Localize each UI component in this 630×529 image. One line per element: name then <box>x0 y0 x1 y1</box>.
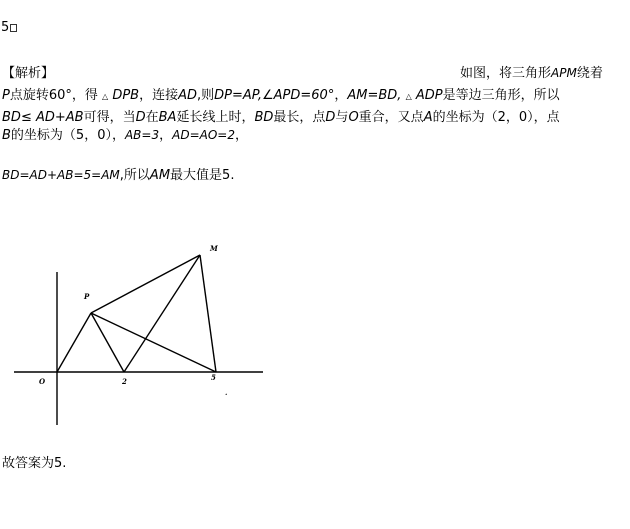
text-segment: 重合，又点 <box>358 110 424 125</box>
text-segment: BD <box>2 110 21 125</box>
text-segment: ,所以 <box>119 168 150 183</box>
text-segment: DP=AP,∠APD=60° <box>214 88 335 103</box>
text-segment: ADP <box>415 88 443 103</box>
text-segment: AB=3 <box>124 128 160 142</box>
text-segment: AD+AB <box>35 110 84 125</box>
triangle-symbol: △ <box>405 92 412 101</box>
segment-OP <box>57 313 91 372</box>
answer-prefix: 故答案为 <box>2 456 55 471</box>
question-number-text: 5 <box>1 20 10 35</box>
text-segment: AD <box>178 88 198 103</box>
text-segment: 点旋转60°，得 <box>9 88 98 103</box>
text-segment: 的坐标为（2，0），点 <box>432 110 560 125</box>
analysis-tag: 【解析】 <box>2 66 55 81</box>
text-segment: B <box>2 128 11 143</box>
text-segment: AM=BD, <box>347 88 402 103</box>
text-segment: 最长，点 <box>273 110 326 125</box>
text-segment: . <box>230 168 235 183</box>
text-segment: ， <box>159 128 173 143</box>
text-segment: 是等边三角形，所以 <box>442 88 560 103</box>
text-segment: 最大值是 <box>170 168 223 183</box>
text-segment: ， <box>334 88 348 103</box>
text-segment: P <box>2 88 10 103</box>
text-segment: D <box>325 110 336 125</box>
segment-PM <box>91 255 200 313</box>
answer-line <box>2 452 66 471</box>
text-segment: 的坐标为（5，0）， <box>10 128 125 143</box>
text-segment: AD=AO=2 <box>172 128 235 142</box>
label-M: M <box>210 244 218 253</box>
text-segment: 绕着 <box>576 66 603 81</box>
text-segment: A <box>423 110 433 125</box>
label-B-coordinate: 5 <box>211 373 216 382</box>
triangle-apm-label: APM <box>551 66 577 80</box>
label-O: O <box>39 377 46 386</box>
text-segment: 延长线上时， <box>176 110 255 125</box>
segment-PA <box>91 313 124 372</box>
text-segment: DPB <box>112 88 140 103</box>
text-segment: 与 <box>335 110 349 125</box>
text-segment: ，连接 <box>139 88 179 103</box>
triangle-symbol: △ <box>102 92 109 101</box>
text-segment: 如图，将三角形 <box>460 66 552 81</box>
text-segment: AM <box>149 168 171 183</box>
answer-value: 5 <box>54 456 63 471</box>
text-segment: BA <box>158 110 177 125</box>
text-segment: BD <box>254 110 274 125</box>
text-segment: 在 <box>145 110 159 125</box>
text-segment: D <box>135 110 146 125</box>
text-segment: ， <box>234 128 248 143</box>
segment-MB <box>200 255 216 372</box>
text-segment: 5 <box>222 168 231 183</box>
label-dot: . <box>225 388 228 397</box>
segment-PB <box>91 313 216 372</box>
text-segment: ,则 <box>197 88 215 103</box>
text-segment: O <box>348 110 359 125</box>
label-A-coordinate: 2 <box>122 377 127 386</box>
label-P: P <box>84 292 90 301</box>
text-segment: BD=AD+AB=5=AM <box>2 168 120 182</box>
segment-AM <box>124 255 200 372</box>
text-segment: ≤ <box>20 110 36 125</box>
text-segment: 可得，当 <box>83 110 136 125</box>
answer-period: . <box>62 456 67 471</box>
